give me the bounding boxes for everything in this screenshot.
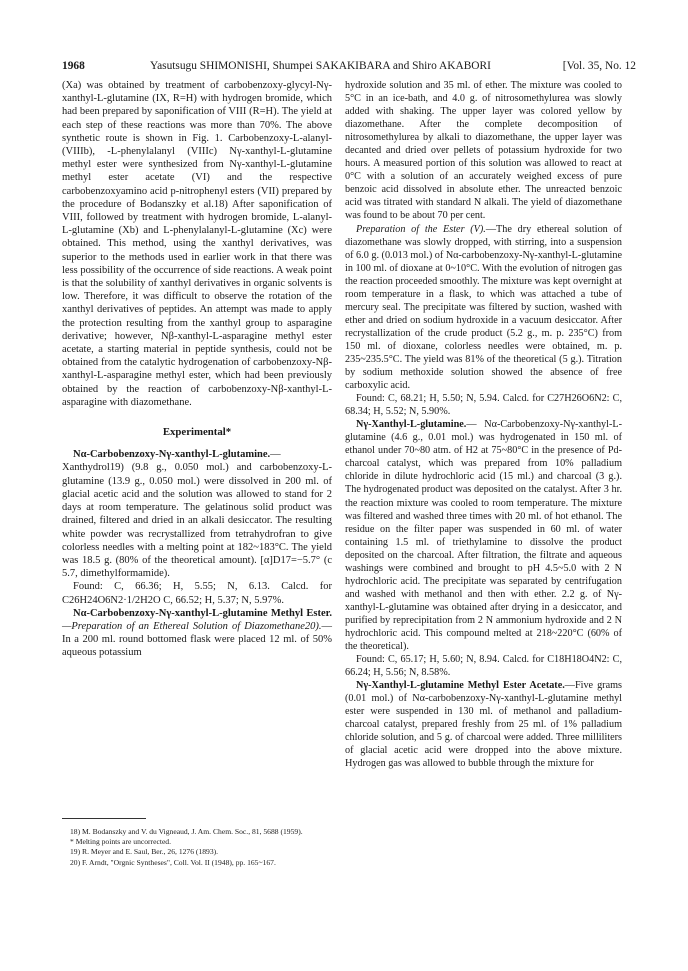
- footnote-rule: [62, 818, 146, 819]
- paragraph-body: —Five grams (0.01 mol.) of Nα-carbobenzoxy-Nγ-xanthyl-L-glutamine methyl ester were suspended in 130 ml. of methanol and palladium-charcoal catalyst, prepared freshly from 25 ml. of 1% palladium chloride solution, and 5 g. of charcoal were added. Three milliliters of glacial acetic acid were dropped into the above mixture. Hydrogen gas was allowed to bubble through the mixture for: [345, 680, 622, 770]
- footnote: 20) F. Arndt, "Orgnic Syntheses", Coll. Vol. II (1948), pp. 165~167.: [70, 857, 276, 867]
- left-column: [62, 79, 332, 660]
- footnote: 18) M. Bodanszky and V. du Vigneaud, J. Am. Chem. Soc., 81, 5688 (1959).: [70, 827, 303, 836]
- exp-paragraph-carbobenzoxy-xanthyl-glutamine: [62, 448, 332, 580]
- subheading-italic: —Preparation of an Ethereal Solution of Diazomethane20).: [62, 620, 322, 632]
- footnote: 19) R. Meyer and E. Saul, Ber., 26, 1276 (1893).: [70, 847, 219, 857]
- paragraph-body: —The dry ethereal solution of diazomethane was slowly dropped, with stirring, into a suspension of 6.0 g. (0.013 mol.) of Nα-carbobenzoxy-Nγ-xanthyl-L-glutamine in 100 ml. of dioxane at 0~10°C. With the evolution of nitrogen gas the reaction proceeded smoothly. The mixture was kept overnight at room temperature in a flask, to which was attached a tube of mercury seal. The precipitate was filtered by suction, washed with ether and dried on sodium hydroxide in a vacuum desiccator. After recrystallization of the crude product (5.2 g., m. p. 235°C) from 150 ml. of dioxane, colorless needles were obtained, m. p. 235~235.5°C. The yield was 81% of the theoretical (5 g.). Titration by sodium methoxide solution showed the absence of free carboxylic acid.: [345, 223, 622, 392]
- continued-paragraph: hydroxide solution and 35 ml. of ether. The mixture was cooled to 5°C in an ice-bath, and 4.0 g. of nitrosomethylurea was slowly added with shaking. The upper layer was colored yellow by diazomethane. After the complete decomposition of nitrosomethylurea by alkali to diazomethane, the upper layer was decanted and dried over pellets of potassium hydroxide for two hours. A measured portion of this solution was allowed to react at 0°C with a solution of an accurately weighed excess of pure benzoic acid dissolved in absolute ether. The unreacted benzoic acid was titrated with standard N alkali. The yield of diazomethane was found to be about 70 per cent.: [345, 80, 622, 222]
- run-in-heading: Nα-Carbobenzoxy-Nγ-xanthyl-L-glutamine Methyl Ester.: [73, 607, 332, 619]
- author-line: Yasutsugu SHIMONISHI, Shumpei SAKAKIBARA and Shiro AKABORI: [150, 60, 491, 72]
- subheading-italic: Preparation of the Ester (V).: [356, 223, 486, 235]
- run-in-heading: Nγ-Xanthyl-L-glutamine.: [356, 419, 467, 431]
- paragraph-body: —Xanthydrol19) (9.8 g., 0.050 mol.) and carbobenzoxy-L-glutamine (13.9 g., 0.050 mol.) were dissolved in 200 ml. of glacial acetic acid and the solution was allowed to stand for 2 days at room temperature. The gelatinous solid product was drained, filtered and dried in an alkali desiccator. The resulting white powder was recrystallized from tetrahydrofran to give colorless needles with a melting point at 182~183°C. The yield was 18.5 g. (80% of the theoretical amount). [α]D17=−5.7° (c 5.7, dimethylformamide).: [62, 449, 332, 580]
- exp-paragraph-methyl-ester-acetate: [345, 679, 622, 770]
- analysis-line: Found: C, 68.21; H, 5.50; N, 5.94. Calcd. for C27H26O6N2: C, 68.34; H, 5.52; N, 5.90%.: [345, 393, 622, 418]
- exp-paragraph-xanthyl-glutamine: [345, 418, 622, 653]
- exp-paragraph-ester-preparation: [345, 223, 622, 393]
- page-number: 1968: [62, 60, 85, 72]
- section-heading-experimental: Experimental*: [162, 426, 232, 439]
- paragraph-body: — Nα-Carbobenzoxy-Nγ-xanthyl-L-glutamine (4.6 g., 0.01 mol.) was hydrogenated in 150 ml. of ethanol under 70~80 atm. of H2 at 75~80°C in the presence of Pd-charcoal catalyst, which was prepared from 10% palladium chloride in dilute hydrochloric acid (15 ml.) and charcoal (3 g.). The hydrogenated product was deposited on the catalyst. After 3 hr. the reaction mixture was cooled to room temperature. The mixture was filtered and washed three times with 20 ml. of hot ethanol. The residue on the filter paper was suspended in 60 ml. of water containing 1.5 ml. of triethylamine to dissolve the product deposited on the charcoal. After filtration, the filtrate and aqueous washings were combined and brought to pH 4.5~5.0 with 2 N hydrochloric acid. The precipitate was separated by centrifugation and washed with methanol and then with ether. 2.2 g. of Nγ-xanthyl-L-glutamine was obtained after drying in a desiccator, and purified by reprecipitation from 2 N ammonium hydroxide and 2 N hydrochloric acid. This compound melted at 218~220°C (60% of the theoretical).: [345, 419, 622, 653]
- exp-paragraph-methyl-ester: [62, 607, 332, 660]
- volume-info: [Vol. 35, No. 12: [562, 60, 636, 72]
- analysis-line: Found: C, 66.36; H, 5.55; N, 6.13. Calcd. for C26H24O6N2·1/2H2O C, 66.52; H, 5.37; N, 5.97%.: [62, 581, 332, 606]
- run-in-heading: Nγ-Xanthyl-L-glutamine Methyl Ester Acetate.: [356, 680, 565, 692]
- footnotes: [62, 818, 332, 868]
- run-in-heading: Nα-Carbobenzoxy-Nγ-xanthyl-L-glutamine.: [73, 449, 271, 461]
- running-header: [62, 58, 636, 74]
- right-column: [345, 79, 622, 770]
- analysis-line: Found: C, 65.17; H, 5.60; N, 8.94. Calcd. for C18H18O4N2: C, 66.24; H, 5.56; N, 8.58%.: [345, 654, 622, 679]
- footnote: * Melting points are uncorrected.: [70, 837, 172, 847]
- intro-paragraph: (Xa) was obtained by treatment of carbobenzoxy-glycyl-Nγ-xanthyl-L-glutamine (IX, R=H) with hydrogen bromide, which had been prepared by saponification of VIII (R=H). The yield at each step of these reactions was more than 70%. The above synthetic route is shown in Fig. 1. Carbobenzoxy-L-alanyl- (VIIIb), -L-phenylalanyl (VIIIc) Nγ-xanthyl-L-glutamine methyl ester were synthesized from Nγ-xanthyl-L-glutamine methyl ester acetate (VI) and the respective carbobenzoxyamino acid p-nitrophenyl esters (VII) prepared by the procedure of Bodanszky et al.18) After saponification of VIII, followed by treatment with hydrogen bromide, L-alanyl-L-glutamine (Xb) and L-phenylalanyl-L-glutamine (Xc) were obtained. This method, using the xanthyl derivatives, was superior to the methods used in earlier work in that there was less possibility of the occurrence of side reactions. A weak point is that the solubility of xanthyl derivatives in organic solvents is low. Therefore, it was difficult to observe the rotation of the xanthyl derivatives of peptides. An attempt was made to apply the protection resulting from the xanthyl group to asparagine derivative; however, Nβ-xanthyl-L-asparagine methyl ester acetate, a starting material in peptide synthesis, could not be obtained from the catalytic hydrogenation of carbobenzoxy-Nβ-xanthyl-L-asparagine methyl ester, which had been previously obtained by the reaction of carbobenzoxy-Nβ-xanthyl-L-asparagine with diazomethane.: [62, 80, 332, 408]
- paragraph-body: — In a 200 ml. round bottomed flask were placed 12 ml. of 50% aqueous potassium: [62, 620, 332, 659]
